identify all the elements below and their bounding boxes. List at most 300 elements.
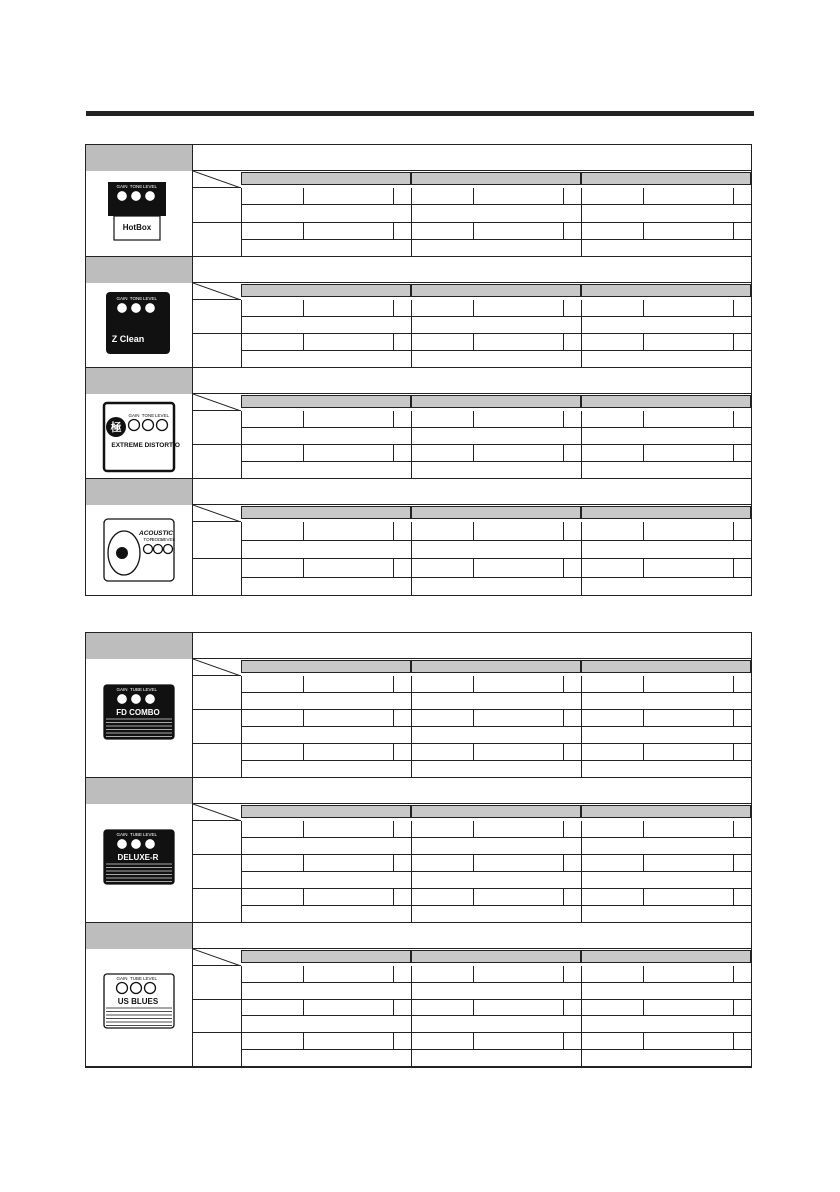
cell-divider [393, 855, 394, 871]
cell-divider [473, 676, 474, 692]
knob-label: TONE [141, 412, 155, 418]
knob-icon [145, 302, 156, 313]
knob-icon [117, 693, 128, 704]
model-desc-cell [193, 257, 751, 283]
param-cell [241, 188, 411, 205]
param-cell [581, 966, 751, 983]
param-cell-lower [411, 351, 581, 368]
cell-divider [733, 855, 734, 871]
param-cell [411, 966, 581, 983]
param-cell-lower [581, 761, 751, 778]
deluxer-pedal-icon [98, 824, 180, 904]
row-label-cell [193, 300, 241, 334]
param-cell-lower [241, 872, 411, 889]
model-desc-cell [193, 479, 751, 505]
param-cell [581, 445, 751, 462]
knob-icon [131, 983, 142, 994]
cell-divider [393, 522, 394, 540]
row-label-cell [193, 223, 241, 258]
cell-divider [643, 821, 644, 837]
column-header [581, 284, 751, 297]
param-cell [411, 334, 581, 351]
col-divider [581, 821, 582, 855]
knob-icon [131, 191, 142, 202]
corner-cell [193, 394, 241, 411]
knob-icon [157, 419, 168, 430]
param-cell [411, 188, 581, 205]
col-divider [241, 1000, 242, 1034]
diagonal-line [193, 394, 241, 411]
cell-divider [733, 1000, 734, 1016]
column-header [581, 805, 751, 818]
param-cell-lower [241, 1017, 411, 1034]
knob-label: LEVEL [142, 184, 158, 189]
cell-divider [473, 411, 474, 427]
knob-label: LEVEL [142, 976, 158, 981]
knob-icon [154, 544, 163, 553]
param-cell [581, 1033, 751, 1050]
cell-divider [643, 522, 644, 540]
knob-icon [144, 544, 153, 553]
cell-divider [643, 559, 644, 577]
param-cell-lower [411, 428, 581, 445]
knob-label: TONE [129, 184, 143, 189]
cell-divider [303, 445, 304, 461]
cell-divider [733, 411, 734, 427]
param-cell [411, 522, 581, 541]
cell-divider [643, 411, 644, 427]
col-divider [411, 855, 412, 889]
col-divider [581, 188, 582, 223]
column-header [411, 172, 581, 185]
param-cell-lower [411, 578, 581, 597]
cell-divider [733, 1033, 734, 1049]
knob-label: GAIN [116, 686, 128, 692]
column-header [411, 395, 581, 408]
cell-divider [643, 744, 644, 760]
param-cell-lower [411, 872, 581, 889]
hotbox-pedal-icon [98, 174, 180, 254]
diagonal-line [193, 804, 241, 821]
param-cell [241, 300, 411, 317]
param-cell-lower [411, 983, 581, 1000]
cell-divider [643, 855, 644, 871]
row-label-cell [193, 559, 241, 596]
param-cell-lower [241, 351, 411, 368]
col-divider [241, 889, 242, 923]
col-divider [241, 188, 242, 223]
model-section [86, 257, 751, 368]
param-cell-lower [581, 428, 751, 445]
diagonal-line [193, 659, 241, 676]
row-label-cell [193, 522, 241, 559]
col-divider [581, 522, 582, 559]
cell-divider [303, 188, 304, 204]
column-header [581, 950, 751, 963]
col-divider [241, 744, 242, 778]
pedal-holder [98, 824, 180, 909]
cell-divider [393, 300, 394, 316]
param-cell-lower [411, 541, 581, 560]
cell-divider [733, 821, 734, 837]
param-cell [581, 744, 751, 761]
param-cell [581, 522, 751, 541]
model-title-cell [86, 778, 193, 804]
col-divider [241, 966, 242, 1000]
row-label-cell [193, 411, 241, 445]
knob-icon [117, 302, 128, 313]
model-section [86, 479, 751, 596]
pedal-name: EXTREME DISTORTION [111, 441, 180, 449]
param-cell-lower [241, 983, 411, 1000]
model-image-cell [86, 804, 193, 922]
cell-divider [473, 223, 474, 239]
param-cell-lower [241, 205, 411, 222]
column-header [411, 660, 581, 673]
cell-divider [303, 676, 304, 692]
column-header [581, 660, 751, 673]
column-header [411, 950, 581, 963]
param-cell [241, 889, 411, 906]
pedal-holder [98, 679, 180, 764]
pedal-name: ACOUSTIC [139, 529, 173, 537]
cell-divider [303, 522, 304, 540]
param-cell-lower [241, 240, 411, 257]
extreme-pedal-icon [98, 397, 180, 477]
cell-divider [563, 334, 564, 350]
param-cell [581, 334, 751, 351]
cell-divider [393, 966, 394, 982]
column-header [411, 506, 581, 519]
pedal-holder [98, 511, 180, 596]
cell-divider [473, 522, 474, 540]
col-divider [411, 445, 412, 479]
column-header [411, 284, 581, 297]
row-label-cell [193, 188, 241, 223]
col-divider [241, 300, 242, 334]
param-cell-lower [581, 872, 751, 889]
model-section [86, 633, 751, 778]
param-cell-lower [581, 205, 751, 222]
param-cell [581, 188, 751, 205]
model-title-cell [86, 145, 193, 171]
knob-label: TUBE [129, 976, 143, 981]
diagonal-line [193, 171, 241, 188]
param-cell-lower [411, 462, 581, 479]
col-divider [411, 559, 412, 596]
cell-divider [393, 334, 394, 350]
cell-divider [643, 1033, 644, 1049]
param-cell [241, 411, 411, 428]
col-divider [581, 559, 582, 596]
param-cell-lower [581, 906, 751, 923]
param-cell [411, 744, 581, 761]
col-divider [411, 223, 412, 258]
row-label-cell [193, 855, 241, 889]
row-label-cell [193, 334, 241, 368]
param-cell-lower [241, 578, 411, 597]
diagonal-line [193, 949, 241, 966]
cell-divider [303, 855, 304, 871]
acoustic-pedal-icon [98, 511, 180, 591]
param-cell-lower [581, 1017, 751, 1034]
amps-table [85, 632, 752, 1068]
cell-divider [643, 445, 644, 461]
knob-icon [117, 838, 128, 849]
param-cell [241, 821, 411, 838]
model-image-cell [86, 949, 193, 1066]
param-cell [411, 821, 581, 838]
param-cell [581, 1000, 751, 1017]
param-cell [241, 966, 411, 983]
row-label-cell [193, 966, 241, 1000]
param-cell [581, 710, 751, 727]
param-cell [241, 559, 411, 578]
param-cell [581, 889, 751, 906]
cell-divider [733, 522, 734, 540]
knob-label: GAIN [116, 295, 128, 301]
param-cell [581, 223, 751, 240]
cell-divider [733, 676, 734, 692]
cell-divider [643, 1000, 644, 1016]
cell-divider [473, 188, 474, 204]
param-cell-lower [241, 838, 411, 855]
model-title-cell [86, 368, 193, 394]
cell-divider [473, 1000, 474, 1016]
col-divider [411, 411, 412, 445]
col-divider [411, 188, 412, 223]
col-divider [411, 821, 412, 855]
cell-divider [393, 411, 394, 427]
col-divider [241, 559, 242, 596]
param-cell [411, 445, 581, 462]
param-cell-lower [581, 838, 751, 855]
cell-divider [303, 1033, 304, 1049]
col-divider [241, 1033, 242, 1067]
param-cell [581, 411, 751, 428]
col-divider [581, 1033, 582, 1067]
cell-divider [473, 1033, 474, 1049]
knob-label: TUBE [129, 686, 143, 692]
col-divider [411, 966, 412, 1000]
col-divider [581, 411, 582, 445]
param-cell [241, 334, 411, 351]
knob-label: TUBE [129, 831, 143, 837]
param-cell [581, 559, 751, 578]
pedal-name: HotBox [122, 223, 152, 232]
cell-divider [563, 300, 564, 316]
column-header [241, 284, 411, 297]
knob-icon [143, 419, 154, 430]
param-cell-lower [241, 541, 411, 560]
model-desc-cell [193, 923, 751, 949]
param-cell [241, 445, 411, 462]
model-image-cell [86, 505, 193, 595]
param-cell-lower [241, 428, 411, 445]
col-divider [241, 855, 242, 889]
cell-divider [393, 710, 394, 726]
row-label-cell [193, 821, 241, 855]
param-cell-lower [581, 983, 751, 1000]
model-title-cell [86, 923, 193, 949]
cell-divider [733, 889, 734, 905]
cell-divider [473, 821, 474, 837]
param-cell [411, 411, 581, 428]
knob-label: LEVEL [142, 831, 158, 837]
param-cell-lower [241, 761, 411, 778]
knob-label: LEVEL [142, 686, 158, 692]
param-cell-lower [581, 240, 751, 257]
col-divider [411, 522, 412, 559]
model-title-cell [86, 633, 193, 659]
col-divider [581, 445, 582, 479]
knob-icon [131, 302, 142, 313]
cell-divider [303, 334, 304, 350]
knob-label: GAIN [116, 976, 128, 981]
badge-glyph: 極 [110, 421, 122, 434]
knob-label: GAIN [116, 831, 128, 837]
cell-divider [563, 223, 564, 239]
param-cell [241, 1000, 411, 1017]
cell-divider [303, 411, 304, 427]
cell-divider [563, 710, 564, 726]
param-cell [241, 855, 411, 872]
cell-divider [563, 1000, 564, 1016]
cell-divider [303, 966, 304, 982]
cell-divider [303, 1000, 304, 1016]
param-cell-lower [411, 761, 581, 778]
param-cell [581, 300, 751, 317]
column-header [241, 660, 411, 673]
pedal-holder [98, 286, 180, 371]
cell-divider [643, 966, 644, 982]
col-divider [581, 300, 582, 334]
effects-table [85, 144, 752, 596]
col-divider [411, 889, 412, 923]
cell-divider [733, 300, 734, 316]
cell-divider [563, 821, 564, 837]
cell-divider [643, 676, 644, 692]
model-image-cell [86, 394, 193, 478]
column-header [241, 395, 411, 408]
param-cell-lower [411, 727, 581, 744]
row-label-cell [193, 676, 241, 710]
row-label-cell [193, 1033, 241, 1067]
row-label-cell [193, 889, 241, 923]
knob-label: TOP [143, 536, 153, 542]
param-cell [411, 676, 581, 693]
knob-icon [145, 983, 156, 994]
cell-divider [563, 855, 564, 871]
corner-cell [193, 804, 241, 821]
cell-divider [473, 966, 474, 982]
param-cell-lower [411, 838, 581, 855]
model-image-cell [86, 171, 193, 256]
cell-divider [473, 559, 474, 577]
cell-divider [393, 223, 394, 239]
cell-divider [643, 223, 644, 239]
col-divider [411, 1000, 412, 1034]
param-cell-lower [241, 1050, 411, 1067]
param-cell [411, 223, 581, 240]
param-cell-lower [241, 693, 411, 710]
param-cell [241, 223, 411, 240]
pedal-name: Z Clean [111, 333, 145, 344]
col-divider [581, 966, 582, 1000]
param-cell-lower [241, 317, 411, 334]
top-rule [86, 111, 754, 116]
column-header [581, 172, 751, 185]
model-desc-cell [193, 145, 751, 171]
param-cell [411, 855, 581, 872]
col-divider [581, 889, 582, 923]
column-header [581, 506, 751, 519]
model-desc-cell [193, 778, 751, 804]
knob-icon [131, 693, 142, 704]
param-cell-lower [411, 1017, 581, 1034]
col-divider [411, 334, 412, 368]
param-cell-lower [411, 240, 581, 257]
cell-divider [643, 188, 644, 204]
cell-divider [303, 821, 304, 837]
column-header [241, 172, 411, 185]
knob-label: LEVEL [160, 536, 176, 542]
column-header [411, 805, 581, 818]
column-header [241, 506, 411, 519]
col-divider [411, 710, 412, 744]
pedal-holder [98, 968, 180, 1053]
cell-divider [643, 300, 644, 316]
col-divider [241, 223, 242, 258]
row-label-cell [193, 744, 241, 778]
cell-divider [733, 966, 734, 982]
knob-label: GAIN [128, 412, 140, 418]
column-header [241, 950, 411, 963]
param-cell-lower [581, 462, 751, 479]
param-cell [581, 855, 751, 872]
knob-icon [164, 544, 173, 553]
cell-divider [643, 710, 644, 726]
model-section [86, 368, 751, 479]
param-cell [411, 1000, 581, 1017]
param-cell [411, 710, 581, 727]
param-cell-lower [411, 906, 581, 923]
diagonal-line [193, 283, 241, 300]
row-label-cell [193, 1000, 241, 1034]
param-cell [241, 710, 411, 727]
cell-divider [393, 188, 394, 204]
fdcombo-pedal-icon [98, 679, 180, 759]
cell-divider [563, 188, 564, 204]
knob-label: LEVEL [154, 412, 170, 418]
cell-divider [563, 1033, 564, 1049]
corner-cell [193, 283, 241, 300]
cell-divider [733, 710, 734, 726]
param-cell-lower [411, 1050, 581, 1067]
cell-divider [733, 188, 734, 204]
row-label-cell [193, 445, 241, 479]
model-title-cell [86, 257, 193, 283]
cell-divider [393, 821, 394, 837]
param-cell [581, 821, 751, 838]
param-cell-lower [581, 578, 751, 597]
knob-icon [145, 838, 156, 849]
knob-label: TONE [129, 295, 143, 301]
cell-divider [563, 522, 564, 540]
param-cell-lower [411, 693, 581, 710]
param-cell [241, 522, 411, 541]
cell-divider [393, 445, 394, 461]
